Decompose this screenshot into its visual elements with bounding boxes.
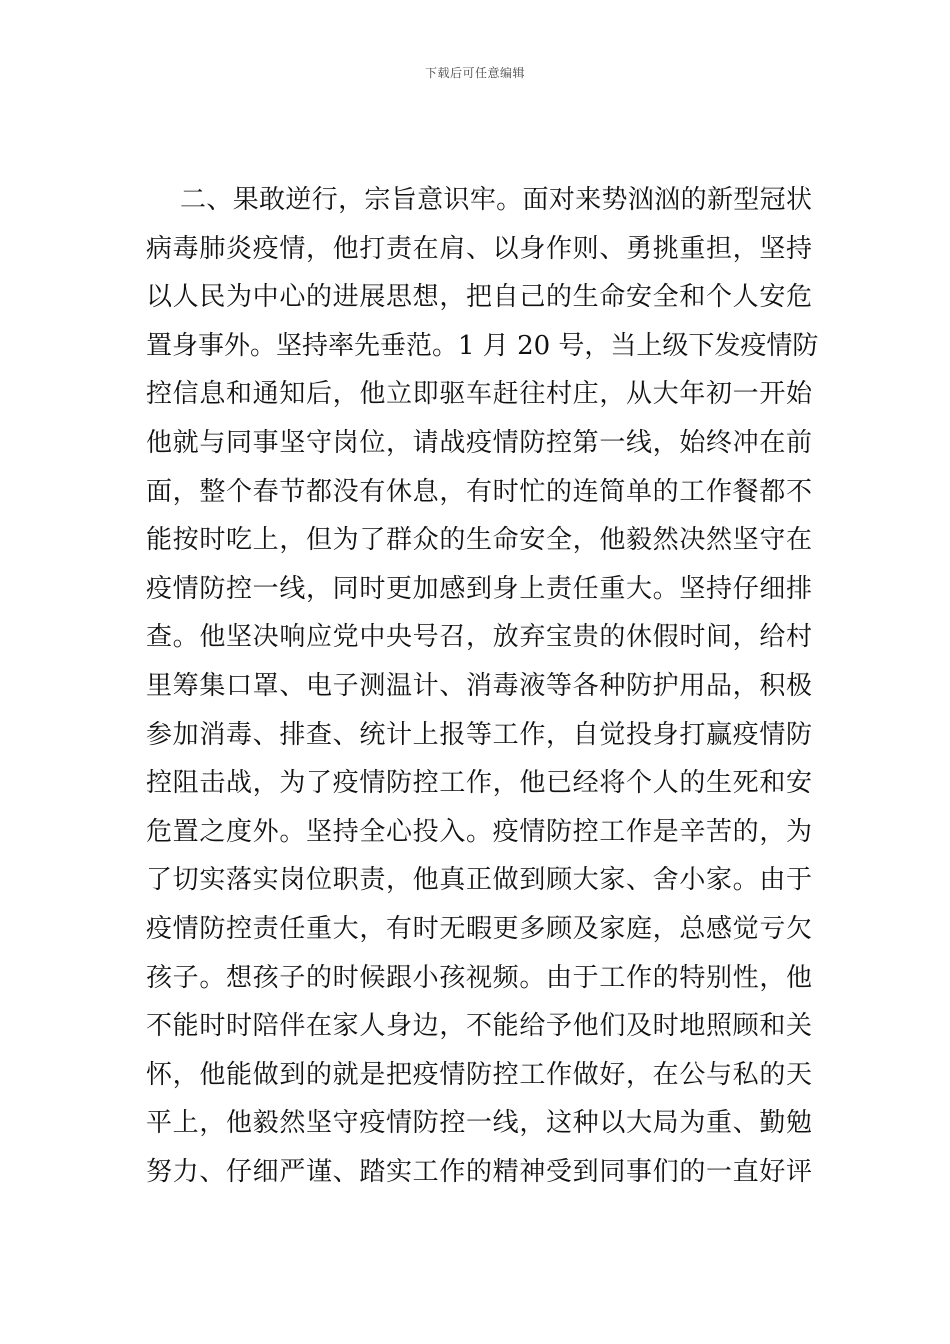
body-paragraph — [146, 176, 819, 1196]
text-line: 怀，他能做到的就是把疫情防控工作做好，在公与私的天 — [146, 1059, 812, 1090]
text-line: 不能时时陪伴在家人身边，不能给予他们及时地照顾和关 — [146, 1011, 812, 1042]
text-line: 参加消毒、排查、统计上报等工作，自觉投身打赢疫情防 — [146, 719, 812, 750]
text-line: 控阻击战，为了疫情防控工作，他已经将个人的生死和安 — [146, 768, 812, 799]
text-line: 危置之度外。坚持全心投入。疫情防控工作是辛苦的，为 — [146, 816, 812, 847]
text-line: 查。他坚决响应党中央号召，放弃宝贵的休假时间，给村 — [146, 622, 812, 653]
text-line: 他就与同事坚守岗位，请战疫情防控第一线，始终冲在前 — [146, 427, 812, 458]
text-line: 努力、仔细严谨、踏实工作的精神受到同事们的一直好评 — [146, 1156, 812, 1187]
text-line: 二、果敢逆行，宗旨意识牢。面对来势汹汹的新型冠状 — [180, 185, 812, 215]
text-line: 疫情防控责任重大，有时无暇更多顾及家庭，总感觉亏欠 — [146, 913, 812, 944]
text-line: 面，整个春节都没有休息，有时忙的连简单的工作餐都不 — [146, 476, 812, 507]
text-line: 能按时吃上，但为了群众的生命安全，他毅然决然坚守在 — [146, 525, 812, 556]
download-note: 下载后可任意编辑 — [424, 66, 525, 80]
text-line: 里筹集口罩、电子测温计、消毒液等各种防护用品，积极 — [146, 670, 812, 701]
text-line: 疫情防控一线，同时更加感到身上责任重大。坚持仔细排 — [146, 573, 812, 604]
text-line: 平上，他毅然坚守疫情防控一线，这种以大局为重、勤勉 — [146, 1108, 812, 1139]
text-line: 置身事外。坚持率先垂范。1 月 20 号，当上级下发疫情防 — [146, 330, 819, 361]
text-line: 病毒肺炎疫情，他打责在肩、以身作则、勇挑重担，坚持 — [146, 233, 812, 264]
text-line: 以人民为中心的进展思想，把自己的生命安全和个人安危 — [146, 282, 812, 313]
text-line: 了切实落实岗位职责，他真正做到顾大家、舍小家。由于 — [146, 865, 812, 896]
text-line: 控信息和通知后，他立即驱车赶往村庄，从大年初一开始 — [146, 379, 812, 410]
text-line: 孩子。想孩子的时候跟小孩视频。由于工作的特别性，他 — [146, 962, 812, 993]
